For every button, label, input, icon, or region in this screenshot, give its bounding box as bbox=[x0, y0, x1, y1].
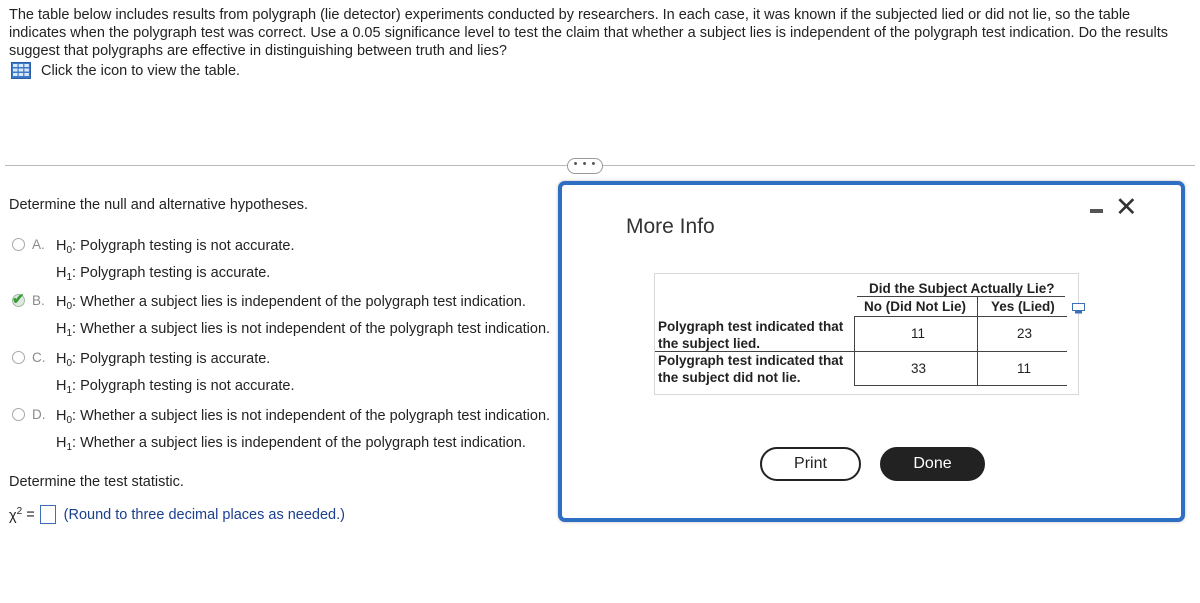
data-table bbox=[654, 273, 1079, 395]
option-a-radio[interactable] bbox=[12, 238, 25, 251]
problem-statement: The table below includes results from polygraph (lie detector) experiments conducted by researchers. In each case, it was known if the subjected lied or did not lie, so the table indicates when the polygraph test was correct. Use a 0.05 significance level to test the claim that whether a subject lies is independent of the polygraph test indication. Do the results suggest that polygraphs are effective in distinguishing between truth and lies? bbox=[9, 7, 1169, 59]
option-d-radio[interactable] bbox=[12, 408, 25, 421]
cell-lied-yes: 23 bbox=[1017, 326, 1033, 341]
answer-row bbox=[9, 505, 345, 524]
done-button[interactable]: Done bbox=[880, 447, 985, 481]
view-table-text[interactable]: Click the icon to view the table. bbox=[41, 62, 241, 79]
col-header-yes: Yes (Lied) bbox=[991, 299, 1055, 314]
table-icon[interactable] bbox=[11, 62, 31, 79]
option-b-h0: $H_0$: Whether a subject lies is independent of the polygraph test indication. bbox=[56, 294, 526, 312]
header-rule bbox=[857, 296, 1065, 297]
more-info-dialog bbox=[558, 181, 1185, 522]
option-d-h1: $H_1$: Whether a subject lies is independent of the polygraph test indication. bbox=[56, 435, 526, 453]
hypotheses-prompt: Determine the null and alternative hypotheses. bbox=[9, 197, 309, 213]
option-c-h1: $H_1$: Polygraph testing is not accurate. bbox=[56, 378, 295, 396]
checkmark-icon: ✔ bbox=[12, 291, 25, 308]
row-label-lied: Polygraph test indicated that the subject lied. bbox=[658, 319, 844, 351]
option-a[interactable] bbox=[12, 235, 295, 289]
option-b-letter: B. bbox=[32, 293, 45, 308]
view-table-link[interactable] bbox=[11, 62, 240, 79]
option-d[interactable] bbox=[12, 405, 550, 459]
option-c[interactable] bbox=[12, 348, 295, 402]
option-b[interactable] bbox=[12, 291, 550, 345]
expand-more-button[interactable]: • • • bbox=[567, 158, 603, 174]
minimize-icon[interactable] bbox=[1090, 209, 1103, 213]
close-icon[interactable]: ✕ bbox=[1115, 192, 1138, 222]
option-d-h0: $H_0$: Whether a subject lies is not independent of the polygraph test indication. bbox=[56, 408, 551, 426]
option-a-h1: $H_1$: Polygraph testing is accurate. bbox=[56, 265, 271, 283]
chi-square-input[interactable] bbox=[40, 505, 56, 524]
cell-lied-no: 11 bbox=[911, 326, 926, 341]
chi-square-label: $\chi^2$ bbox=[9, 505, 23, 524]
option-c-radio[interactable] bbox=[12, 351, 25, 364]
col-header-no: No (Did Not Lie) bbox=[864, 299, 966, 314]
round-hint: (Round to three decimal places as needed.) bbox=[63, 506, 345, 523]
copy-icon[interactable] bbox=[1072, 303, 1085, 314]
cell-not-lied-yes: 11 bbox=[1017, 361, 1032, 376]
option-a-letter: A. bbox=[32, 237, 45, 252]
print-button[interactable]: Print bbox=[760, 447, 861, 481]
dialog-title: More Info bbox=[626, 215, 715, 238]
option-d-letter: D. bbox=[32, 407, 46, 422]
cell-not-lied-no: 33 bbox=[911, 361, 927, 376]
option-c-h0: $H_0$: Polygraph testing is accurate. bbox=[56, 351, 271, 369]
option-a-h0: $H_0$: Polygraph testing is not accurate. bbox=[56, 238, 295, 256]
row-label-not-lied: Polygraph test indicated that the subject did not lie. bbox=[658, 353, 844, 385]
test-stat-prompt: Determine the test statistic. bbox=[9, 474, 184, 490]
table-header-question: Did the Subject Actually Lie? bbox=[869, 281, 1055, 296]
equals-sign: = bbox=[26, 506, 35, 523]
option-c-letter: C. bbox=[32, 350, 46, 365]
option-b-h1: $H_1$: Whether a subject lies is not independent of the polygraph test indication. bbox=[56, 321, 551, 339]
option-b-radio[interactable] bbox=[12, 291, 25, 308]
